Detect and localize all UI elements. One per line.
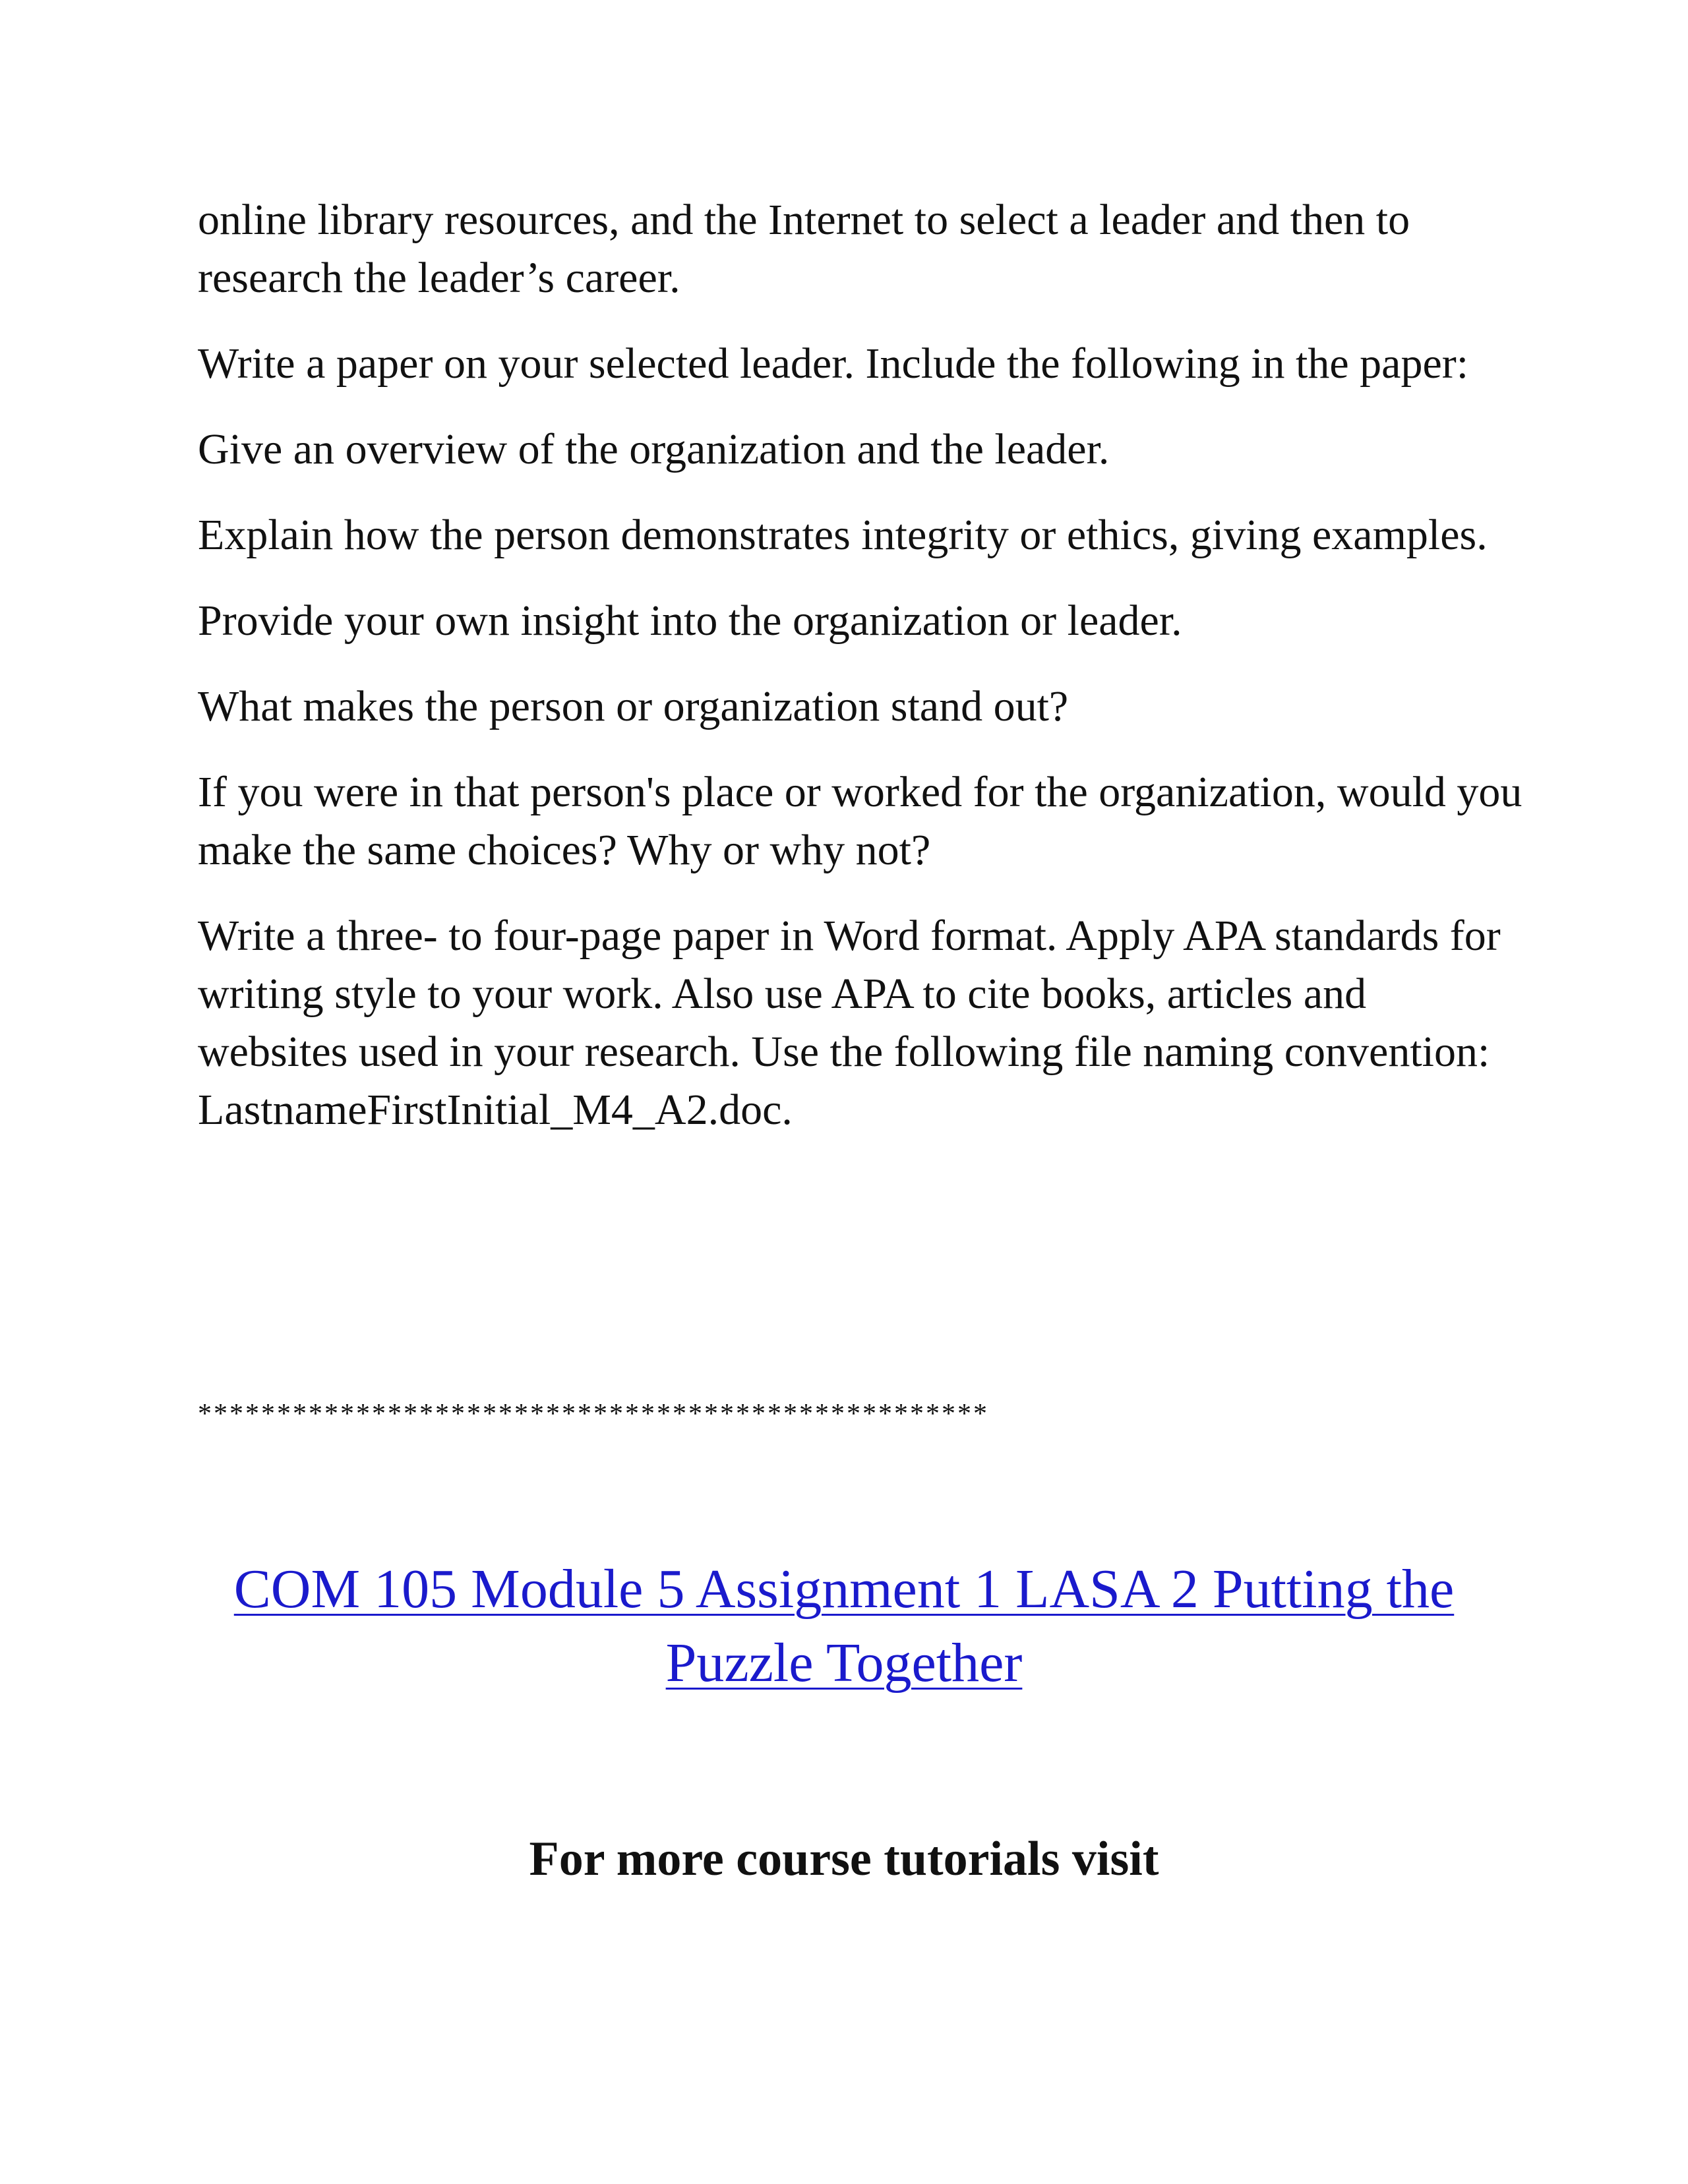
paragraph-choices: If you were in that person's place or worked for the organization, would you make the same choices? Why or why not? [198,768,1522,874]
paragraph-insight: Provide your own insight into the organization or leader. [198,597,1182,645]
paragraph-instruction: Write a paper on your selected leader. Include the following in the paper: [198,339,1469,388]
course-link-block [198,1552,1490,1700]
course-link[interactable]: COM 105 Module 5 Assignment 1 LASA 2 Putting the Puzzle Together [233,1558,1455,1694]
paragraph-overview: Give an overview of the organization and the leader. [198,425,1110,473]
visit-heading: For more course tutorials visit [529,1832,1159,1886]
body-text [198,191,1523,1167]
asterisk-separator: ************************************************** [198,1399,989,1429]
paragraph-format: Write a three- to four-page paper in Word format. Apply APA standards for writing style to your work. Also use APA to cite books, articles and websites used in your research. Use the following file naming convention: LastnameFirstInitial_M4_A2.doc. [198,912,1501,1134]
paragraph-integrity: Explain how the person demonstrates integrity or ethics, giving examples. [198,511,1488,559]
paragraph-intro: online library resources, and the Internet to select a leader and then to research the leader’s career. [198,196,1410,302]
paragraph-stand-out: What makes the person or organization stand out? [198,682,1069,730]
